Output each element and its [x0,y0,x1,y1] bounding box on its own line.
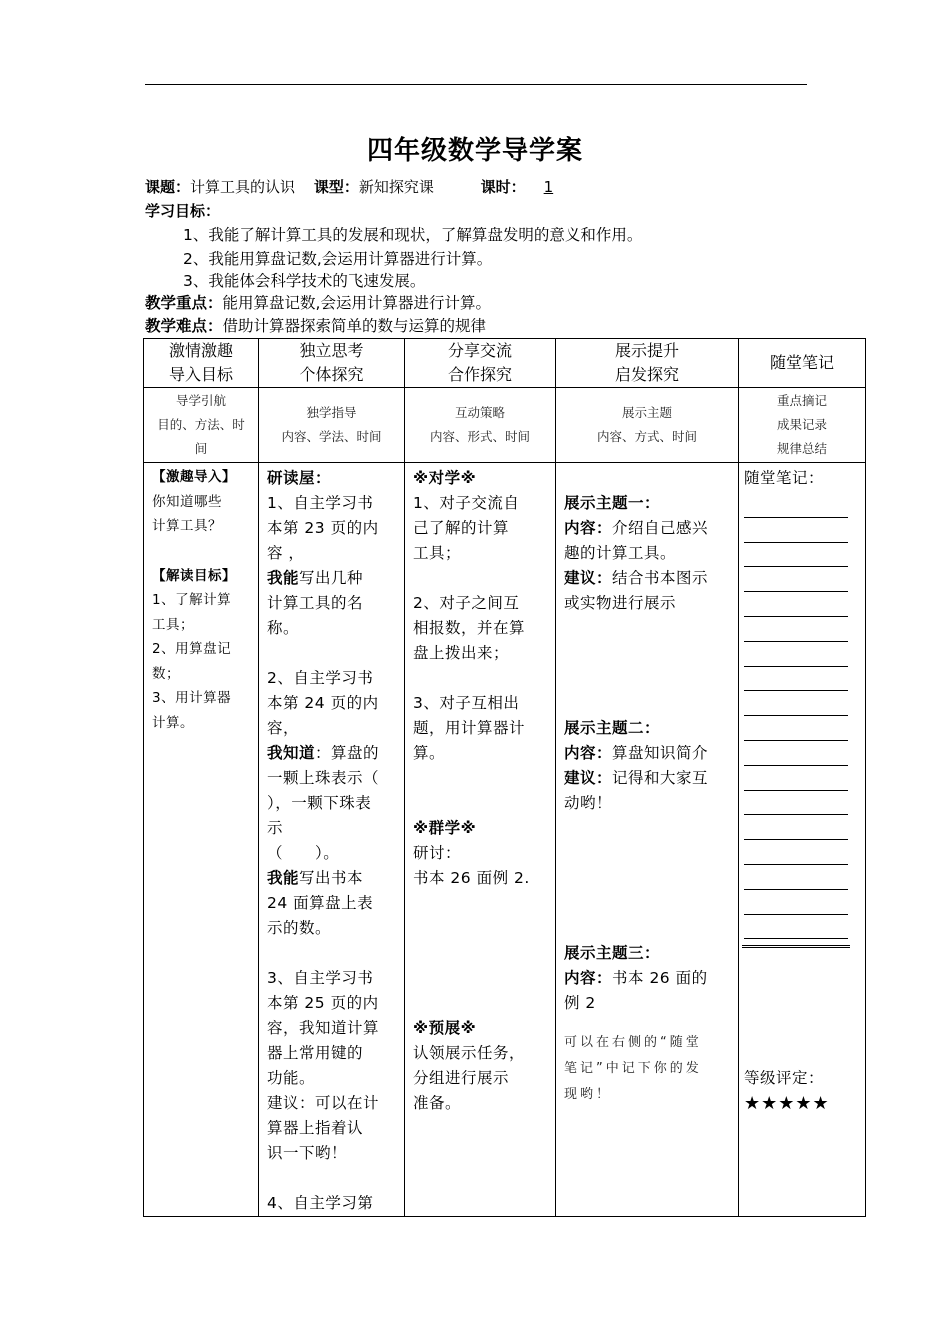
subheader-cell: 展示主题 内容、方式、时间 [556,388,739,463]
header-row [144,339,866,388]
difficulty: 教学难点：借助计算器探索简单的数与运算的规律 [145,317,487,335]
page-title: 四年级数学导学案 [366,136,583,166]
topic-value: 计算工具的认识 [190,178,296,196]
hours-value: 1 [543,178,554,196]
subheader-cell: 导学引航 目的、方法、时 间 [144,388,259,463]
objectives-label: 学习目标： [145,202,221,220]
content-row [144,463,866,1217]
objective-1: 1、我能了解计算工具的发展和现状，了解算盘发明的意义和作用。 [183,226,643,244]
topic-label: 课题： [145,178,191,196]
meta-line [145,176,557,198]
header-cell: 分享交流 合作探究 [405,339,556,388]
individual-study-column: 研读屋： 1、自主学习书 本第 23 页的内 容 ， 我能写出几种 计算工具的名 称。 2、自主学习书 本第 24 页的内 容， 我知道：算盘的 一颗上珠表示（ ），一颗下珠表 示 （ ）。 我能写出书本 24 面算盘上表 示的数。 3、自主学习书 本第 25 页的内 容，我知道计算 器上常用键的 功能。 建议：可以在计 算器上指着认 识一下哟！ 4、自主学习第 [259,463,405,1217]
grade-label: 等级评定： [744,1069,825,1088]
note-lines [744,493,859,948]
note-hint: 可以在右侧的“随堂 笔记”中记下你的发 现哟！ [564,1035,702,1102]
intro-column: 【激趣导入】 你知道哪些 计算工具？ 【解读目标】 1、了解计算 工具； 2、用算盘记 数； 3、用计算器 计算。 [144,463,259,1217]
subheader-cell: 互动策略 内容、形式、时间 [405,388,556,463]
group-study-column: ※对学※ 1、对子交流自 己了解的计算 工具； 2、对子之间互 相报数，并在算 盘上拨出来； 3、对子互相出 题，用计算器计 算。 ※群学※ 研讨： 书本 26 面例 2. ※预展※ 认领展示任务， 分组进行展示 准备。 [405,463,556,1217]
header-cell: 展示提升 启发探究 [556,339,739,388]
header-rule [145,84,807,85]
type-label: 课型： [313,178,359,196]
header-cell: 独立思考 个体探究 [259,339,405,388]
hours-label: 课时： [480,178,526,196]
rating-stars: ★★★★★ [744,1093,830,1115]
objective-2: 2、我能用算盘记数,会运用计算器进行计算。 [183,250,493,268]
subheader-cell: 重点摘记 成果记录 规律总结 [739,388,866,463]
subheader-row [144,388,866,463]
notes-column: 随堂笔记： 等级评定： ★★★★★ [739,463,866,1217]
subheader-cell: 独学指导 内容、学法、时间 [259,388,405,463]
presentation-column: 展示主题一： 内容：介绍自己感兴 趣的计算工具。 建议：结合书本图示 或实物进行展示 展示主题二： 内容：算盘知识简介 建议：记得和大家互 动哟！ 展示主题三： 内容：书本 26 面的 例 2 可以在右侧的“随堂 笔记”中记下你的发 现哟！ [556,463,739,1217]
key-point: 教学重点：能用算盘记数,会运用计算器进行计算。 [145,294,491,312]
study-table [143,338,866,1217]
type-value: 新知探究课 [358,178,434,196]
objective-3: 3、我能体会科学技术的飞速发展。 [183,272,426,290]
header-cell: 激情激趣 导入目标 [144,339,259,388]
header-cell: 随堂笔记 [739,339,866,388]
